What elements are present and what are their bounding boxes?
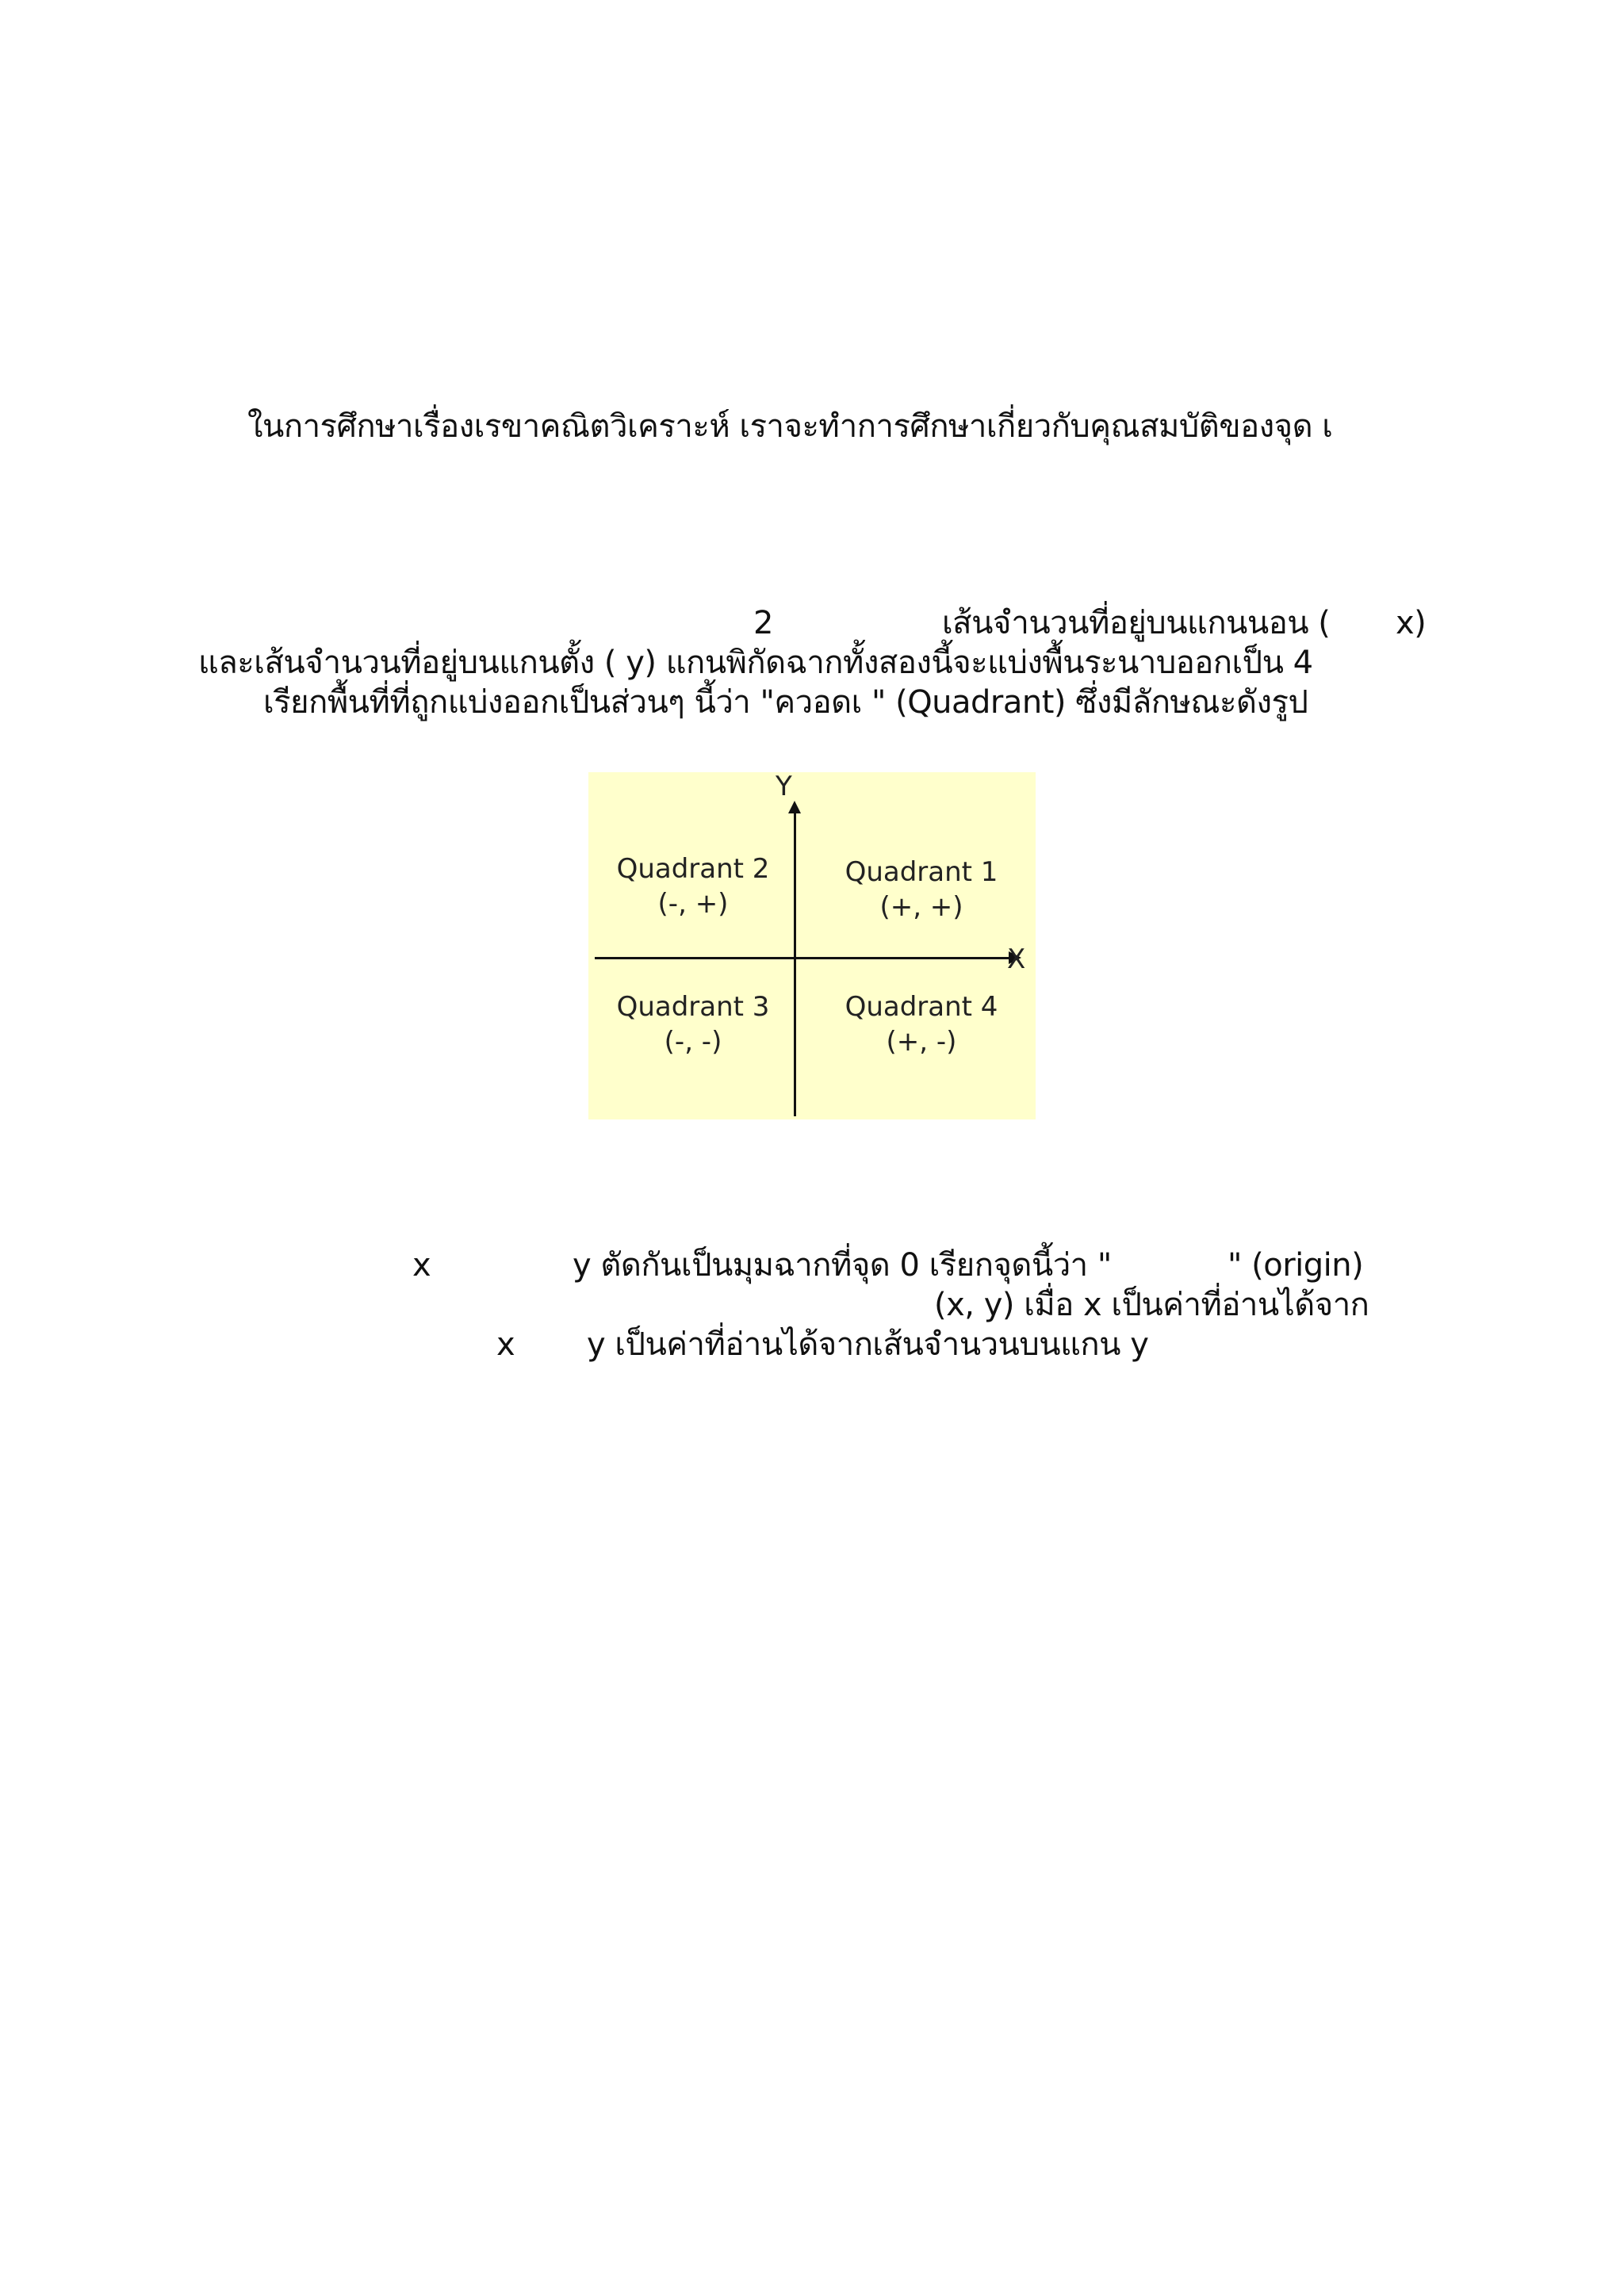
- quadrant-1-name: Quadrant 1: [845, 856, 998, 888]
- y-axis-label: Y: [776, 771, 792, 802]
- quadrant-3-label: [598, 989, 788, 1059]
- quadrant-4-label: [826, 989, 1017, 1059]
- para3-line2: (x, y) เมื่อ x เป็นค่าที่อ่านได้จาก: [934, 1287, 1369, 1323]
- para3-line3-x: x: [496, 1326, 515, 1363]
- intro-line: ในการศึกษาเรื่องเรขาคณิตวิเคราะห์ เราจะทำการศึกษาเกี่ยวกับคุณสมบัติของจุด เ: [247, 408, 1333, 445]
- quadrant-2-sign: (-, +): [657, 888, 729, 920]
- quadrant-2-label: [598, 851, 788, 921]
- para2-line1-x: x): [1396, 605, 1427, 641]
- para2-line1-text: เส้นจำนวนที่อยู่บนแกนนอน (: [942, 605, 1331, 641]
- para2-line1-number: 2: [753, 605, 773, 641]
- para3-line1-origin: " (origin): [1228, 1247, 1364, 1284]
- para2-line2: และเส้นจำนวนที่อยู่บนแกนตั้ง ( y) แกนพิกัดฉากทั้งสองนี้จะแบ่งพื้นระนาบออกเป็น 4: [198, 645, 1313, 681]
- para2-line3: เรียกพื้นที่ที่ถูกแบ่งออกเป็นส่วนๆ นี้ว่า "ควอดเ " (Quadrant) ซึ่งมีลักษณะดังรูป: [263, 684, 1308, 721]
- x-axis-line: [595, 957, 1015, 959]
- para3-line3-text: y เป็นค่าที่อ่านได้จากเส้นจำนวนบนแกน y: [587, 1326, 1149, 1363]
- para3-line1-text: y ตัดกันเป็นมุมฉากที่จุด 0 เรียกจุดนี้ว่า ": [573, 1247, 1112, 1284]
- quadrant-figure: [588, 772, 1036, 1119]
- quadrant-1-label: [826, 855, 1017, 924]
- quadrant-3-name: Quadrant 3: [616, 991, 770, 1023]
- quadrant-1-sign: (+, +): [879, 891, 963, 923]
- quadrant-4-sign: (+, -): [886, 1026, 957, 1058]
- quadrant-3-sign: (-, -): [664, 1026, 722, 1058]
- quadrant-4-name: Quadrant 4: [845, 991, 998, 1023]
- quadrant-2-name: Quadrant 2: [616, 853, 770, 885]
- y-axis-line: [794, 809, 796, 1116]
- x-axis-label: X: [1007, 943, 1026, 975]
- para3-line1-x: x: [412, 1247, 431, 1284]
- y-axis-arrow-icon: [788, 801, 801, 813]
